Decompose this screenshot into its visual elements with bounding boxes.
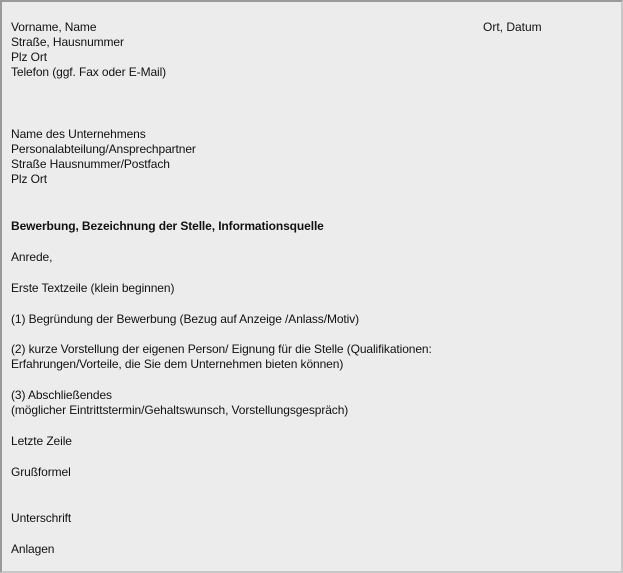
- recipient-city: Plz Ort: [11, 172, 47, 186]
- recipient-company: Name des Unternehmens: [11, 127, 146, 141]
- signature: Unterschrift: [11, 511, 72, 525]
- place-date: Ort, Datum: [483, 20, 542, 34]
- attachments: Anlagen: [11, 542, 55, 556]
- paragraph-1: (1) Begründung der Bewerbung (Bezug auf Anzeige /Anlass/Motiv): [11, 312, 360, 326]
- sender-name: Vorname, Name: [11, 20, 97, 34]
- paragraph-3-line-1: (3) Abschließendes: [11, 388, 112, 402]
- sender-phone: Telefon (ggf. Fax oder E-Mail): [11, 65, 167, 79]
- recipient-street: Straße Hausnummer/Postfach: [11, 157, 170, 171]
- last-line: Letzte Zeile: [11, 434, 72, 448]
- subject-line: Bewerbung, Bezeichnung der Stelle, Informationsquelle: [11, 219, 324, 233]
- recipient-contact: Personalabteilung/Ansprechpartner: [11, 142, 196, 156]
- salutation: Anrede,: [11, 250, 53, 264]
- closing-formula: Grußformel: [11, 465, 71, 479]
- paragraph-3-line-2: (möglicher Eintrittstermin/Gehaltswunsch, Vorstellungsgespräch): [11, 403, 349, 417]
- first-text-line: Erste Textzeile (klein beginnen): [11, 281, 175, 295]
- sender-street: Straße, Hausnummer: [11, 35, 124, 49]
- sender-city: Plz Ort: [11, 50, 47, 64]
- paragraph-2-line-2: Erfahrungen/Vorteile, die Sie dem Unternehmen bieten können): [11, 357, 344, 371]
- paragraph-2-line-1: (2) kurze Vorstellung der eigenen Person/ Eignung für die Stelle (Qualifikationen:: [11, 342, 432, 356]
